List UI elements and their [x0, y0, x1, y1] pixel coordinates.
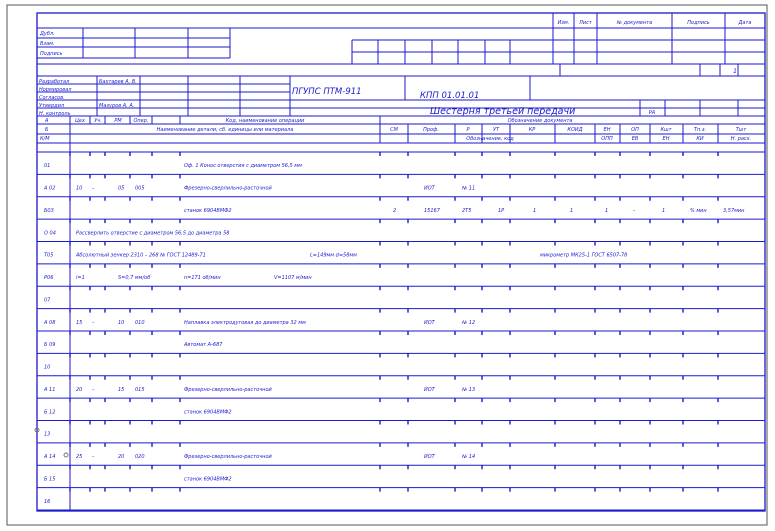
cell-text: Фрезерно-сверлильно-расточной — [184, 386, 272, 393]
revision-header-cell: Дата — [738, 20, 752, 26]
cell-text: Автомат А-687 — [184, 342, 223, 349]
stamp-label: Взам. — [40, 41, 55, 47]
table-row — [44, 476, 232, 482]
cell-text: i=1 — [76, 275, 85, 282]
form-grid — [37, 13, 765, 510]
column-header: ЕВ — [631, 136, 639, 142]
table-row — [44, 253, 627, 259]
cell-text: 3,57мин — [723, 207, 745, 214]
cell-text: 020 — [135, 454, 145, 461]
table-row — [43, 320, 475, 326]
row-label: 07 — [44, 297, 51, 304]
cell-text: 15 — [76, 319, 83, 326]
table-row — [44, 208, 745, 214]
row-label: Б 09 — [44, 342, 56, 349]
row-label: 01 — [44, 163, 51, 170]
row-label: А 02 — [44, 185, 56, 192]
signature-role: Согласов. — [39, 95, 65, 101]
column-header: КР — [528, 127, 536, 133]
row-prefix: Б — [45, 127, 49, 133]
cell-text: 25 — [76, 454, 83, 461]
cell-text: станок 6904ВМФ2 — [184, 476, 232, 483]
column-header: Цех — [75, 118, 85, 124]
revision-header-cell: Изм. — [557, 20, 570, 26]
cell-text: № 11 — [462, 185, 476, 192]
cell-text: Фрезерно-сверлильно-расточной — [184, 185, 272, 192]
row-label: Р06 — [44, 275, 54, 282]
cell-text: 005 — [135, 185, 145, 192]
row-label: 13 — [44, 431, 51, 438]
cell-text: S=0,7 мм/об — [118, 275, 151, 282]
cell-text: 015 — [135, 386, 145, 393]
revision-header-cell: Подпись — [687, 20, 710, 26]
operations-table — [43, 163, 745, 505]
row-prefix: А — [45, 118, 49, 124]
column-header: ЕН — [603, 127, 611, 133]
cell-text: 1 — [605, 207, 609, 214]
column-header: РМ — [114, 118, 122, 124]
cell-text: 20 — [118, 454, 125, 461]
column-header: КОИД — [567, 127, 583, 133]
column-header: КИ — [696, 136, 704, 142]
cell-text: 2Т5 — [462, 207, 472, 214]
cell-text: – — [92, 319, 95, 326]
table-row — [44, 409, 232, 415]
document-code: КПП 01.01.01 — [420, 91, 480, 101]
cell-text: 10 — [76, 185, 83, 192]
cell-text: Фрезерно-сверлильно-расточной — [184, 454, 272, 461]
cell-text: Рассверлить отверстие с диаметром 56,5 до диаметра 58 — [76, 230, 230, 237]
table-row — [44, 365, 50, 371]
row-label: О 04 — [44, 230, 56, 237]
cell-text: – — [92, 386, 95, 393]
table-row — [43, 454, 475, 460]
row-prefix: К/М — [40, 136, 50, 142]
cell-text: 20 — [76, 386, 83, 393]
cell-text: № 14 — [462, 454, 476, 461]
column-header: Обозначение, код — [466, 136, 514, 142]
organization-code: ПГУПС ПТМ-911 — [292, 87, 362, 97]
table-row — [43, 387, 475, 393]
cell-text: 1 — [533, 207, 537, 214]
cell-text: 1Р — [498, 207, 505, 214]
signature-name: Мазуров А. А. — [99, 103, 135, 109]
row-label: Б03 — [44, 207, 54, 214]
row-label: Б 15 — [44, 476, 56, 483]
cell-text: – — [633, 207, 636, 214]
cell-text: V=1107 м/мин — [274, 275, 312, 282]
table-row — [43, 186, 475, 192]
column-header: УТ — [492, 127, 500, 133]
signature-role: Н. контроль — [39, 111, 71, 117]
table-row — [44, 499, 50, 505]
row-label: А 11 — [44, 386, 56, 393]
row-label: 16 — [44, 498, 51, 505]
row-label: Т05 — [44, 252, 54, 259]
cell-text: станок 6904ВМФ2 — [184, 207, 232, 214]
column-header: ОП — [631, 127, 639, 133]
cell-text: 15167 — [424, 207, 440, 214]
row-label: А 08 — [44, 319, 56, 326]
table-row — [44, 432, 50, 438]
signature-role: Разработал — [39, 79, 70, 85]
cell-text: ИОТ — [424, 386, 435, 393]
signature-role: Нормировал — [39, 87, 72, 93]
revision-header-cell: № документа — [616, 20, 653, 26]
column-header: Р — [466, 127, 470, 133]
cell-text: 010 — [135, 319, 145, 326]
cell-text: № 12 — [462, 319, 476, 326]
row-label: А 14 — [44, 454, 56, 461]
litera: РА — [648, 110, 656, 116]
column-header: СМ — [390, 127, 398, 133]
column-header: ОПП — [601, 136, 613, 142]
cell-text: Оф. 1 Конос отверстия с диаметром 56,5 мм — [184, 163, 302, 170]
cell-text: 10 — [118, 319, 125, 326]
cell-text: ИОТ — [424, 185, 435, 192]
cell-text: – — [92, 454, 95, 461]
column-header: ЕН — [662, 136, 670, 142]
column-header: Опер. — [133, 118, 149, 124]
cell-text: 2 — [393, 207, 397, 214]
revision-header-cell: Лист — [579, 20, 592, 26]
column-header: Код, наименование операции — [225, 118, 305, 124]
cell-text: L=149мм d=58мм — [310, 252, 357, 259]
table-row — [44, 230, 229, 236]
table-row — [44, 297, 51, 303]
cell-text: № 13 — [462, 386, 476, 393]
cell-text: 05 — [118, 185, 125, 192]
part-name: Шестерня третьей передачи — [430, 106, 576, 117]
row-label: 10 — [44, 364, 51, 371]
signature-name: Бахтарев А. В. — [99, 79, 137, 85]
stamp-label: Подпись — [40, 51, 63, 57]
column-header: Наименование детали, сб. единицы или материала — [156, 127, 294, 133]
signature-role: Утвердил — [39, 103, 65, 109]
column-header: Н. расх. — [730, 136, 752, 142]
cell-text: станок 6904ВМФ2 — [184, 409, 232, 416]
stamp-label: Дубл. — [40, 31, 55, 37]
form-frame — [37, 13, 765, 511]
column-header: Проф. — [423, 127, 439, 133]
cell-text: ИОТ — [424, 454, 435, 461]
cell-text: микрометр МК25-1 ГОСТ 6507-78 — [540, 252, 628, 259]
table-row — [44, 275, 312, 281]
cell-text: 1 — [570, 207, 574, 214]
table-row — [44, 342, 223, 348]
column-header: Тшт — [735, 127, 747, 133]
table-row — [44, 163, 302, 169]
sheet-number: 1 — [733, 68, 737, 75]
cell-text: Абсолютный зенкер 2310 – 268 № ГОСТ 12489-71 — [76, 252, 206, 259]
column-header: Уч. — [94, 118, 102, 124]
cell-text: 1 — [662, 207, 666, 214]
column-header: Тп.з. — [693, 127, 707, 133]
cell-text: n=171 об/мин — [184, 275, 221, 282]
punch-mark — [64, 453, 68, 457]
row-label: Б 12 — [44, 409, 56, 416]
cell-text: % мин — [690, 207, 707, 214]
column-header: Кшт — [660, 127, 672, 133]
cell-text: 15 — [118, 386, 125, 393]
cell-text: – — [92, 185, 95, 192]
column-header: Обозначение документа — [507, 118, 573, 124]
cell-text: ИОТ — [424, 319, 435, 326]
cell-text: Наплавка электродуговая до диаметра 32 мм — [184, 319, 306, 326]
